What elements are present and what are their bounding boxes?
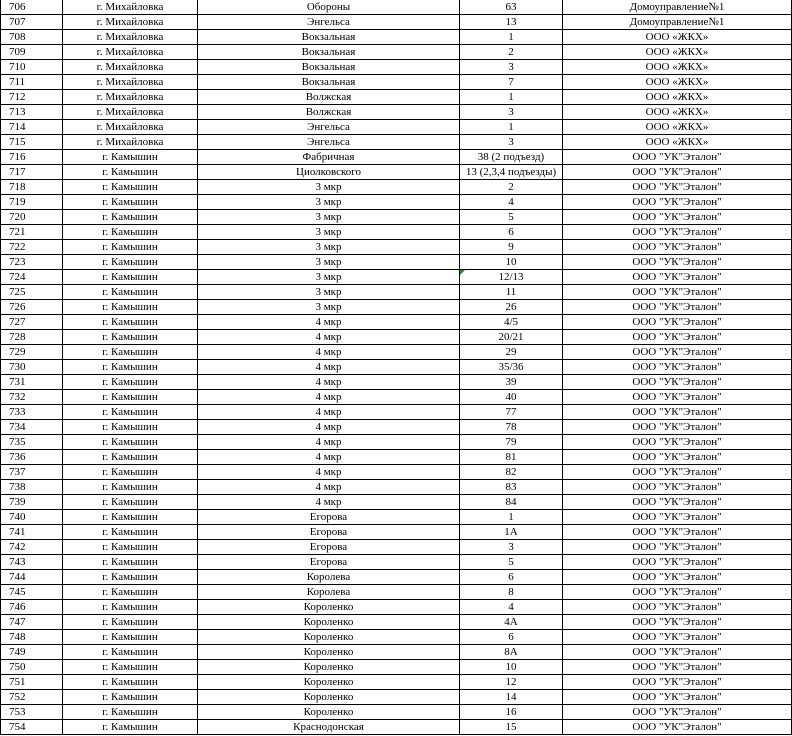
management-company-cell[interactable]: ООО "УК"Эталон" <box>563 330 792 345</box>
management-company-cell[interactable]: ООО "УК"Эталон" <box>563 675 792 690</box>
house-number-cell[interactable]: 82 <box>460 465 563 480</box>
row-number-cell[interactable]: 732 <box>1 390 63 405</box>
management-company-cell[interactable]: ООО "УК"Эталон" <box>563 540 792 555</box>
house-number-cell[interactable]: 13 (2,3,4 подъезды) <box>460 165 563 180</box>
management-company-cell[interactable]: ООО "УК"Эталон" <box>563 210 792 225</box>
table-row <box>1 225 792 240</box>
city-cell[interactable]: г. Камышин <box>63 375 198 390</box>
house-number-cell[interactable]: 8 <box>460 585 563 600</box>
row-number-cell[interactable]: 751 <box>1 675 63 690</box>
management-company-cell[interactable]: ООО "УК"Эталон" <box>563 270 792 285</box>
management-company-cell[interactable]: ООО "УК"Эталон" <box>563 315 792 330</box>
row-number-cell[interactable]: 728 <box>1 330 63 345</box>
house-number-cell[interactable]: 16 <box>460 705 563 720</box>
street-cell[interactable]: 4 мкр <box>198 465 460 480</box>
row-number-cell[interactable]: 718 <box>1 180 63 195</box>
house-number-cell[interactable]: 13 <box>460 15 563 30</box>
city-cell[interactable]: г. Камышин <box>63 405 198 420</box>
table-row <box>1 255 792 270</box>
row-number-cell[interactable]: 712 <box>1 90 63 105</box>
row-number-cell[interactable]: 706 <box>1 0 63 15</box>
city-cell[interactable]: г. Камышин <box>63 225 198 240</box>
house-number-cell[interactable]: 6 <box>460 225 563 240</box>
table-row <box>1 435 792 450</box>
city-cell[interactable]: г. Камышин <box>63 465 198 480</box>
row-number-cell[interactable]: 747 <box>1 615 63 630</box>
row-number-cell[interactable]: 746 <box>1 600 63 615</box>
table-row <box>1 630 792 645</box>
row-number-cell[interactable]: 729 <box>1 345 63 360</box>
management-company-cell[interactable]: ООО "УК"Эталон" <box>563 615 792 630</box>
management-company-cell[interactable]: ООО «ЖКХ» <box>563 120 792 135</box>
street-cell[interactable]: Егорова <box>198 510 460 525</box>
table-row <box>1 180 792 195</box>
house-number-cell[interactable]: 9 <box>460 240 563 255</box>
management-company-cell[interactable]: ООО "УК"Эталон" <box>563 705 792 720</box>
street-cell[interactable]: 3 мкр <box>198 225 460 240</box>
row-number-cell[interactable]: 752 <box>1 690 63 705</box>
city-cell[interactable]: г. Камышин <box>63 645 198 660</box>
street-cell[interactable]: 3 мкр <box>198 285 460 300</box>
row-number-cell[interactable]: 740 <box>1 510 63 525</box>
row-number-cell[interactable]: 709 <box>1 45 63 60</box>
table-row <box>1 135 792 150</box>
management-company-cell[interactable]: ООО "УК"Эталон" <box>563 255 792 270</box>
management-company-cell[interactable]: ООО "УК"Эталон" <box>563 600 792 615</box>
house-number-cell[interactable]: 2 <box>460 45 563 60</box>
table-row <box>1 465 792 480</box>
city-cell[interactable]: г. Камышин <box>63 150 198 165</box>
city-cell[interactable]: г. Камышин <box>63 180 198 195</box>
table-row <box>1 705 792 720</box>
street-cell[interactable]: 4 мкр <box>198 390 460 405</box>
table-row <box>1 210 792 225</box>
house-number-cell[interactable]: 11 <box>460 285 563 300</box>
street-cell[interactable]: Короленко <box>198 675 460 690</box>
table-row <box>1 660 792 675</box>
house-number-cell[interactable]: 10 <box>460 255 563 270</box>
row-number-cell[interactable]: 754 <box>1 720 63 735</box>
management-company-cell[interactable]: ООО «ЖКХ» <box>563 75 792 90</box>
table-row <box>1 675 792 690</box>
house-number-cell[interactable]: 5 <box>460 210 563 225</box>
row-number-cell[interactable]: 744 <box>1 570 63 585</box>
house-number-cell[interactable]: 35/36 <box>460 360 563 375</box>
management-company-cell[interactable]: ООО "УК"Эталон" <box>563 435 792 450</box>
city-cell[interactable]: г. Михайловка <box>63 105 198 120</box>
house-number-cell[interactable]: 4 <box>460 600 563 615</box>
management-company-cell[interactable]: ООО "УК"Эталон" <box>563 480 792 495</box>
management-company-cell[interactable]: ООО "УК"Эталон" <box>563 420 792 435</box>
street-cell[interactable]: 4 мкр <box>198 435 460 450</box>
management-company-cell[interactable]: ООО "УК"Эталон" <box>563 660 792 675</box>
street-cell[interactable]: Краснодонская <box>198 720 460 735</box>
management-company-cell[interactable]: ООО "УК"Эталон" <box>563 690 792 705</box>
street-cell[interactable]: Вокзальная <box>198 75 460 90</box>
house-number-cell[interactable]: 12 <box>460 675 563 690</box>
management-company-cell[interactable]: ООО «ЖКХ» <box>563 90 792 105</box>
table-row <box>1 480 792 495</box>
city-cell[interactable]: г. Камышин <box>63 570 198 585</box>
row-number-cell[interactable]: 735 <box>1 435 63 450</box>
city-cell[interactable]: г. Михайловка <box>63 120 198 135</box>
row-number-cell[interactable]: 737 <box>1 465 63 480</box>
management-company-cell[interactable]: ООО "УК"Эталон" <box>563 195 792 210</box>
management-company-cell[interactable]: ООО "УК"Эталон" <box>563 495 792 510</box>
city-cell[interactable]: г. Камышин <box>63 300 198 315</box>
street-cell[interactable]: Короленко <box>198 615 460 630</box>
house-number-cell[interactable]: 4 <box>460 195 563 210</box>
city-cell[interactable]: г. Михайловка <box>63 45 198 60</box>
street-cell[interactable]: 3 мкр <box>198 240 460 255</box>
row-number-cell[interactable]: 719 <box>1 195 63 210</box>
row-number-cell[interactable]: 717 <box>1 165 63 180</box>
house-number-cell[interactable]: 12/13 <box>460 270 563 285</box>
table-row <box>1 150 792 165</box>
city-cell[interactable]: г. Камышин <box>63 690 198 705</box>
street-cell[interactable]: 4 мкр <box>198 495 460 510</box>
street-cell[interactable]: Энгельса <box>198 15 460 30</box>
city-cell[interactable]: г. Камышин <box>63 585 198 600</box>
table-row <box>1 360 792 375</box>
city-cell[interactable]: г. Камышин <box>63 660 198 675</box>
house-number-cell[interactable]: 6 <box>460 570 563 585</box>
house-number-cell[interactable]: 7 <box>460 75 563 90</box>
house-number-cell[interactable]: 38 (2 подъезд) <box>460 150 563 165</box>
row-number-cell[interactable]: 726 <box>1 300 63 315</box>
row-number-cell[interactable]: 741 <box>1 525 63 540</box>
city-cell[interactable]: г. Михайловка <box>63 15 198 30</box>
city-cell[interactable]: г. Михайловка <box>63 30 198 45</box>
table-row <box>1 120 792 135</box>
table-row <box>1 345 792 360</box>
management-company-cell[interactable]: ООО "УК"Эталон" <box>563 450 792 465</box>
table-row <box>1 495 792 510</box>
city-cell[interactable]: г. Михайловка <box>63 135 198 150</box>
street-cell[interactable]: Егорова <box>198 525 460 540</box>
table-row <box>1 450 792 465</box>
management-company-cell[interactable]: ООО "УК"Эталон" <box>563 645 792 660</box>
street-cell[interactable]: 4 мкр <box>198 480 460 495</box>
city-cell[interactable]: г. Михайловка <box>63 60 198 75</box>
management-company-cell[interactable]: ООО "УК"Эталон" <box>563 375 792 390</box>
table-row <box>1 555 792 570</box>
city-cell[interactable]: г. Камышин <box>63 390 198 405</box>
row-number-cell[interactable]: 720 <box>1 210 63 225</box>
management-company-cell[interactable]: ООО "УК"Эталон" <box>563 240 792 255</box>
management-company-cell[interactable]: ООО "УК"Эталон" <box>563 345 792 360</box>
table-row <box>1 300 792 315</box>
street-cell[interactable]: Короленко <box>198 645 460 660</box>
street-cell[interactable]: Фабричная <box>198 150 460 165</box>
street-cell[interactable]: 4 мкр <box>198 330 460 345</box>
management-company-cell[interactable]: ООО "УК"Эталон" <box>563 180 792 195</box>
management-company-cell[interactable]: ООО «ЖКХ» <box>563 135 792 150</box>
city-cell[interactable]: г. Камышин <box>63 720 198 735</box>
management-company-cell[interactable]: ООО "УК"Эталон" <box>563 360 792 375</box>
street-cell[interactable]: Короленко <box>198 600 460 615</box>
street-cell[interactable]: Энгельса <box>198 135 460 150</box>
city-cell[interactable]: г. Камышин <box>63 540 198 555</box>
house-number-cell[interactable]: 3 <box>460 135 563 150</box>
street-cell[interactable]: 3 мкр <box>198 300 460 315</box>
table-row <box>1 615 792 630</box>
city-cell[interactable]: г. Камышин <box>63 510 198 525</box>
street-cell[interactable]: Короленко <box>198 705 460 720</box>
house-number-cell[interactable]: 1 <box>460 510 563 525</box>
management-company-cell[interactable]: ООО "УК"Эталон" <box>563 225 792 240</box>
table-row <box>1 0 792 15</box>
comment-indicator-icon[interactable] <box>460 270 465 275</box>
table-row <box>1 390 792 405</box>
row-number-cell[interactable]: 734 <box>1 420 63 435</box>
row-number-cell[interactable]: 739 <box>1 495 63 510</box>
city-cell[interactable]: г. Камышин <box>63 420 198 435</box>
table-row <box>1 570 792 585</box>
street-cell[interactable]: Энгельса <box>198 120 460 135</box>
row-number-cell[interactable]: 711 <box>1 75 63 90</box>
management-company-cell[interactable]: ООО "УК"Эталон" <box>563 150 792 165</box>
table-row <box>1 240 792 255</box>
table-row <box>1 540 792 555</box>
row-number-cell[interactable]: 721 <box>1 225 63 240</box>
house-number-cell[interactable]: 4А <box>460 615 563 630</box>
house-number-cell[interactable]: 2 <box>460 180 563 195</box>
street-cell[interactable]: 3 мкр <box>198 210 460 225</box>
row-number-cell[interactable]: 748 <box>1 630 63 645</box>
house-number-cell[interactable]: 3 <box>460 105 563 120</box>
management-company-cell[interactable]: ООО "УК"Эталон" <box>563 510 792 525</box>
table-row <box>1 690 792 705</box>
house-number-cell[interactable]: 1 <box>460 90 563 105</box>
management-company-cell[interactable]: ООО "УК"Эталон" <box>563 405 792 420</box>
management-company-cell[interactable]: ООО «ЖКХ» <box>563 105 792 120</box>
row-number-cell[interactable]: 716 <box>1 150 63 165</box>
management-company-cell[interactable]: ООО «ЖКХ» <box>563 60 792 75</box>
table-row <box>1 645 792 660</box>
street-cell[interactable]: 4 мкр <box>198 450 460 465</box>
city-cell[interactable]: г. Камышин <box>63 195 198 210</box>
row-number-cell[interactable]: 749 <box>1 645 63 660</box>
city-cell[interactable]: г. Камышин <box>63 600 198 615</box>
table-row <box>1 405 792 420</box>
street-cell[interactable]: 4 мкр <box>198 315 460 330</box>
table-row <box>1 420 792 435</box>
street-cell[interactable]: Королева <box>198 570 460 585</box>
management-company-cell[interactable]: Домоуправление№1 <box>563 15 792 30</box>
street-cell[interactable]: Короленко <box>198 690 460 705</box>
table-row <box>1 270 792 285</box>
house-number-cell[interactable]: 29 <box>460 345 563 360</box>
table-row <box>1 600 792 615</box>
management-company-cell[interactable]: ООО "УК"Эталон" <box>563 165 792 180</box>
city-cell[interactable]: г. Михайловка <box>63 0 198 15</box>
street-cell[interactable]: 4 мкр <box>198 420 460 435</box>
table-row <box>1 195 792 210</box>
city-cell[interactable]: г. Камышин <box>63 240 198 255</box>
street-cell[interactable]: 4 мкр <box>198 360 460 375</box>
row-number-cell[interactable]: 714 <box>1 120 63 135</box>
city-cell[interactable]: г. Камышин <box>63 330 198 345</box>
house-number-cell[interactable]: 6 <box>460 630 563 645</box>
house-number-cell[interactable]: 20/21 <box>460 330 563 345</box>
house-number-cell[interactable]: 39 <box>460 375 563 390</box>
city-cell[interactable]: г. Камышин <box>63 345 198 360</box>
house-number-cell[interactable]: 4/5 <box>460 315 563 330</box>
city-cell[interactable]: г. Михайловка <box>63 90 198 105</box>
city-cell[interactable]: г. Камышин <box>63 285 198 300</box>
street-cell[interactable]: Вокзальная <box>198 30 460 45</box>
street-cell[interactable]: Волжская <box>198 105 460 120</box>
street-cell[interactable]: Волжская <box>198 90 460 105</box>
management-company-cell[interactable]: Домоуправление№1 <box>563 0 792 15</box>
management-company-cell[interactable]: ООО "УК"Эталон" <box>563 465 792 480</box>
table-row <box>1 90 792 105</box>
house-number-cell[interactable]: 81 <box>460 450 563 465</box>
house-number-cell[interactable]: 78 <box>460 420 563 435</box>
row-number-cell[interactable]: 738 <box>1 480 63 495</box>
street-cell[interactable]: Короленко <box>198 660 460 675</box>
row-number-cell[interactable]: 750 <box>1 660 63 675</box>
row-number-cell[interactable]: 713 <box>1 105 63 120</box>
city-cell[interactable]: г. Камышин <box>63 315 198 330</box>
row-number-cell[interactable]: 730 <box>1 360 63 375</box>
table-row <box>1 315 792 330</box>
row-number-cell[interactable]: 722 <box>1 240 63 255</box>
city-cell[interactable]: г. Камышин <box>63 210 198 225</box>
row-number-cell[interactable]: 743 <box>1 555 63 570</box>
row-number-cell[interactable]: 725 <box>1 285 63 300</box>
street-cell[interactable]: Короленко <box>198 630 460 645</box>
table-row <box>1 525 792 540</box>
city-cell[interactable]: г. Камышин <box>63 435 198 450</box>
house-number-cell[interactable]: 15 <box>460 720 563 735</box>
city-cell[interactable]: г. Камышин <box>63 555 198 570</box>
street-cell[interactable]: 4 мкр <box>198 345 460 360</box>
management-company-cell[interactable]: ООО "УК"Эталон" <box>563 720 792 735</box>
city-cell[interactable]: г. Камышин <box>63 615 198 630</box>
table-row <box>1 60 792 75</box>
house-number-cell[interactable]: 77 <box>460 405 563 420</box>
street-cell[interactable]: Егорова <box>198 555 460 570</box>
house-number-cell[interactable]: 5 <box>460 555 563 570</box>
house-number-cell[interactable]: 1 <box>460 120 563 135</box>
house-number-cell[interactable]: 3 <box>460 540 563 555</box>
table-row <box>1 285 792 300</box>
house-number-cell[interactable]: 26 <box>460 300 563 315</box>
street-cell[interactable]: Королева <box>198 585 460 600</box>
table-row <box>1 510 792 525</box>
row-number-cell[interactable]: 742 <box>1 540 63 555</box>
row-number-cell[interactable]: 733 <box>1 405 63 420</box>
table-row <box>1 105 792 120</box>
city-cell[interactable]: г. Камышин <box>63 450 198 465</box>
row-number-cell[interactable]: 745 <box>1 585 63 600</box>
street-cell[interactable]: Обороны <box>198 0 460 15</box>
house-number-cell[interactable]: 10 <box>460 660 563 675</box>
street-cell[interactable]: 3 мкр <box>198 255 460 270</box>
street-cell[interactable]: Егорова <box>198 540 460 555</box>
street-cell[interactable]: Вокзальная <box>198 60 460 75</box>
street-cell[interactable]: 3 мкр <box>198 195 460 210</box>
city-cell[interactable]: г. Камышин <box>63 525 198 540</box>
management-company-cell[interactable]: ООО "УК"Эталон" <box>563 525 792 540</box>
row-number-cell[interactable]: 731 <box>1 375 63 390</box>
house-number-cell[interactable]: 79 <box>460 435 563 450</box>
row-number-cell[interactable]: 708 <box>1 30 63 45</box>
house-number-cell[interactable]: 84 <box>460 495 563 510</box>
row-number-cell[interactable]: 710 <box>1 60 63 75</box>
row-number-cell[interactable]: 727 <box>1 315 63 330</box>
street-cell[interactable]: 3 мкр <box>198 270 460 285</box>
row-number-cell[interactable]: 736 <box>1 450 63 465</box>
table-row <box>1 165 792 180</box>
table-row <box>1 75 792 90</box>
row-number-cell[interactable]: 723 <box>1 255 63 270</box>
city-cell[interactable]: г. Камышин <box>63 630 198 645</box>
house-number-cell[interactable]: 1А <box>460 525 563 540</box>
street-cell[interactable]: 3 мкр <box>198 180 460 195</box>
management-company-cell[interactable]: ООО «ЖКХ» <box>563 45 792 60</box>
management-company-cell[interactable]: ООО "УК"Эталон" <box>563 570 792 585</box>
city-cell[interactable]: г. Камышин <box>63 270 198 285</box>
table-row <box>1 15 792 30</box>
city-cell[interactable]: г. Камышин <box>63 255 198 270</box>
table-row <box>1 585 792 600</box>
street-cell[interactable]: Циолковского <box>198 165 460 180</box>
street-cell[interactable]: 4 мкр <box>198 375 460 390</box>
house-number-cell[interactable]: 8А <box>460 645 563 660</box>
house-number-cell[interactable]: 63 <box>460 0 563 15</box>
management-company-cell[interactable]: ООО "УК"Эталон" <box>563 390 792 405</box>
city-cell[interactable]: г. Камышин <box>63 165 198 180</box>
house-number-cell[interactable]: 14 <box>460 690 563 705</box>
house-number-cell[interactable]: 3 <box>460 60 563 75</box>
city-cell[interactable]: г. Камышин <box>63 360 198 375</box>
management-company-cell[interactable]: ООО "УК"Эталон" <box>563 285 792 300</box>
management-company-cell[interactable]: ООО "УК"Эталон" <box>563 585 792 600</box>
row-number-cell[interactable]: 724 <box>1 270 63 285</box>
table-row <box>1 30 792 45</box>
table-row <box>1 375 792 390</box>
table-body <box>1 0 792 735</box>
city-cell[interactable]: г. Камышин <box>63 705 198 720</box>
street-cell[interactable]: Вокзальная <box>198 45 460 60</box>
row-number-cell[interactable]: 715 <box>1 135 63 150</box>
house-number-cell[interactable]: 40 <box>460 390 563 405</box>
management-company-cell[interactable]: ООО "УК"Эталон" <box>563 300 792 315</box>
table-row <box>1 45 792 60</box>
management-company-cell[interactable]: ООО «ЖКХ» <box>563 30 792 45</box>
row-number-cell[interactable]: 707 <box>1 15 63 30</box>
street-cell[interactable]: 4 мкр <box>198 405 460 420</box>
management-company-cell[interactable]: ООО "УК"Эталон" <box>563 630 792 645</box>
house-number-cell[interactable]: 83 <box>460 480 563 495</box>
table-row <box>1 720 792 735</box>
city-cell[interactable]: г. Михайловка <box>63 75 198 90</box>
house-number-cell[interactable]: 1 <box>460 30 563 45</box>
city-cell[interactable]: г. Камышин <box>63 495 198 510</box>
management-company-cell[interactable]: ООО "УК"Эталон" <box>563 555 792 570</box>
row-number-cell[interactable]: 753 <box>1 705 63 720</box>
table-row <box>1 330 792 345</box>
city-cell[interactable]: г. Камышин <box>63 480 198 495</box>
city-cell[interactable]: г. Камышин <box>63 675 198 690</box>
